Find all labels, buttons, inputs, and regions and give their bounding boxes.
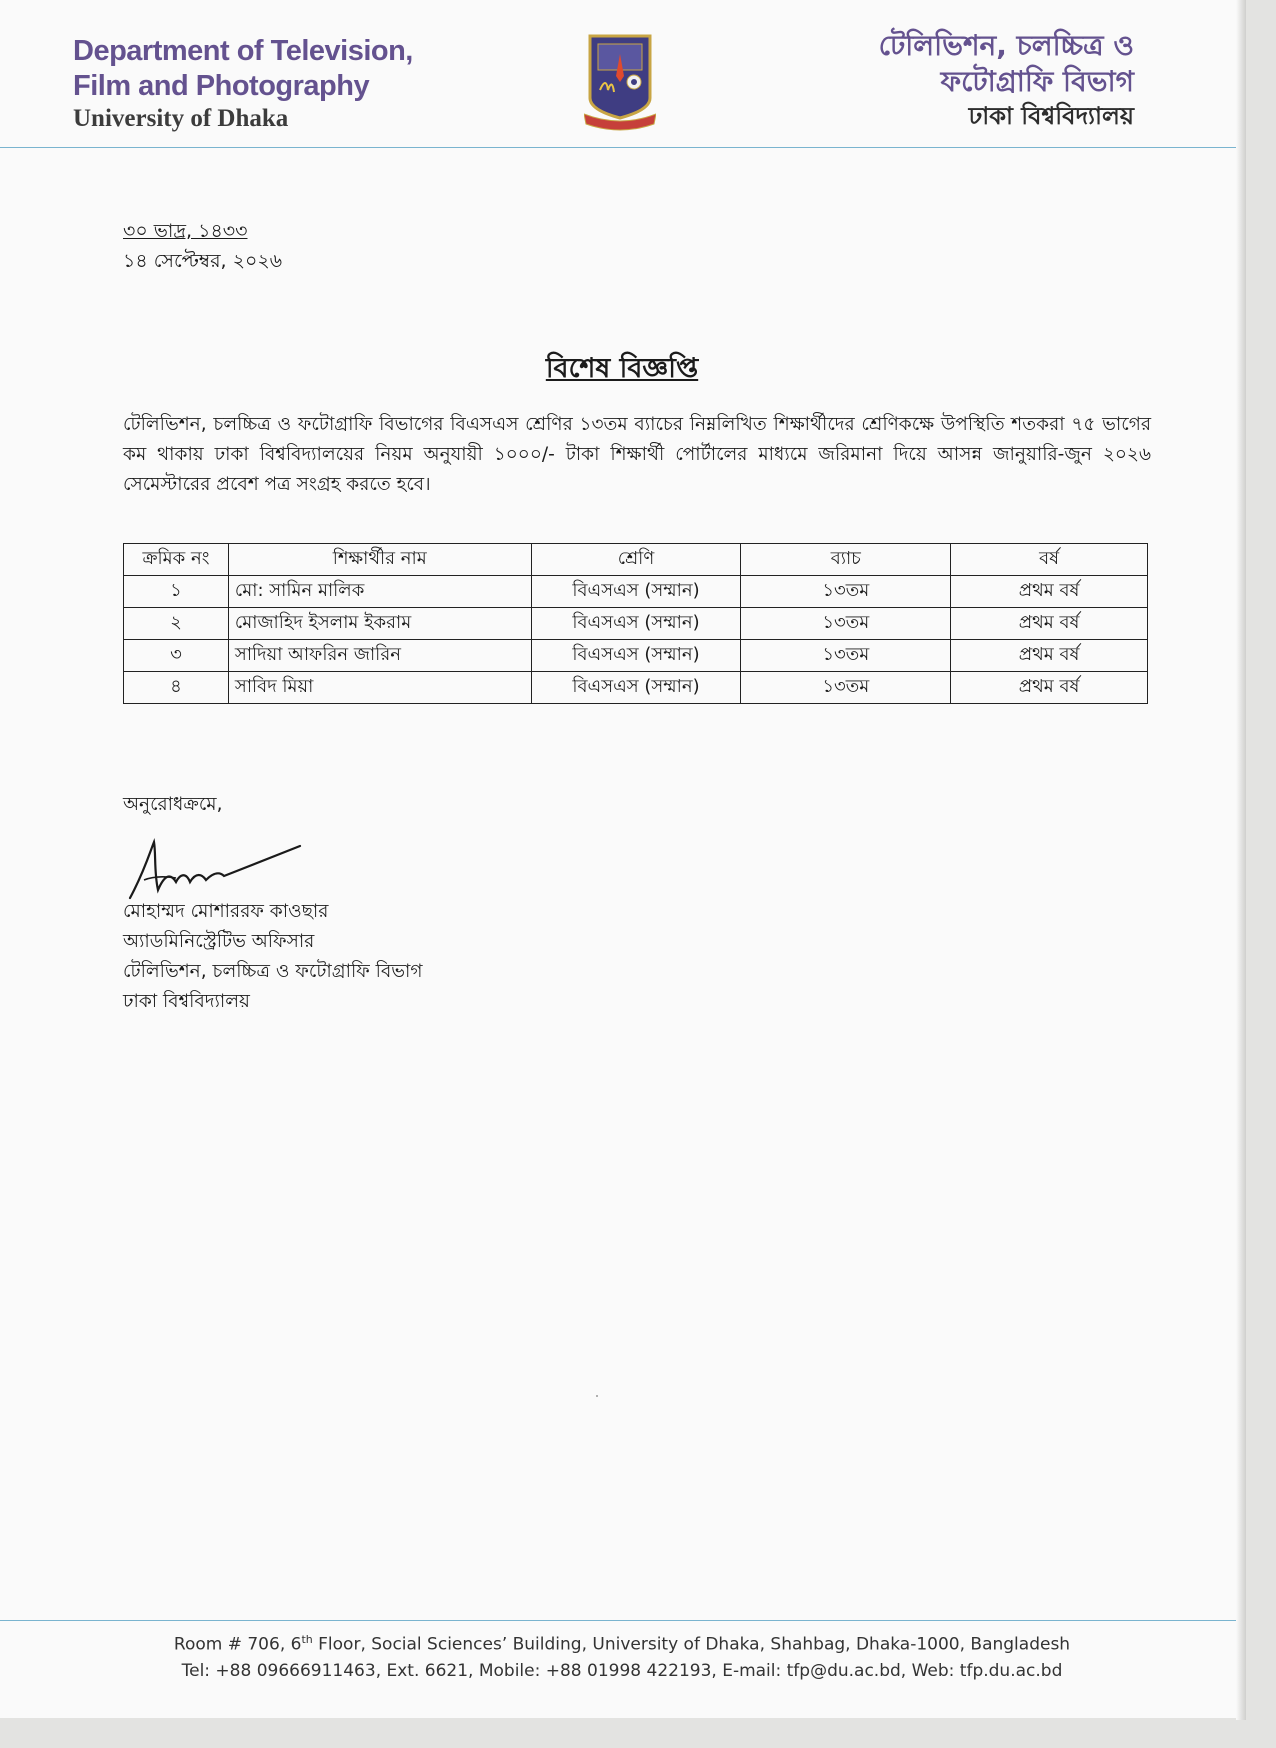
notice-body: টেলিভিশন, চলচ্চিত্র ও ফটোগ্রাফি বিভাগের বিএসএস শ্রেণির ১৩তম ব্যাচের নিম্নলিখিত শিক্ষার্থীদের শ্রেণিকক্ষে উপস্থিতি শতকরা ৭৫ ভাগের কম থাকায় ঢাকা বিশ্ববিদ্যালয়ের নিয়ম অনুযায়ী ১০০০/- টাকা শিক্ষার্থী পোর্টালের মাধ্যমে জরিমানা দিয়ে আসন্ন জানুয়ারি-জুন ২০২৬ সেমেস্টারের প্রবেশ পত্র সংগ্রহ করতে হবে। bbox=[123, 414, 1151, 495]
date-bangla: ৩০ ভাদ্র, ১৪৩৩ bbox=[123, 220, 248, 242]
footer bbox=[0, 1627, 1244, 1684]
footer-address-sup: th bbox=[301, 1633, 313, 1646]
header-divider bbox=[0, 147, 1240, 148]
signer-block bbox=[123, 897, 423, 1017]
header-english bbox=[73, 34, 433, 134]
department-name-bn-line2: ফটোগ্রাফি বিভাগ bbox=[940, 65, 1134, 98]
signer-name: মোহাম্মদ মোশাররফ কাওছার bbox=[123, 901, 329, 922]
signer-designation: অ্যাডমিনিস্ট্রেটিভ অফিসার bbox=[123, 931, 315, 952]
footer-contact: Tel: +88 09666911463, Ext. 6621, Mobile: +88 01998 422193, E-mail: tfp@du.ac.bd, Web: tfp.du.ac.bd bbox=[181, 1660, 1063, 1681]
cell-name: সাদিয়া আফরিন জারিন bbox=[228, 640, 531, 672]
cell-year: প্রথম বর্ষ bbox=[951, 672, 1148, 704]
cell-class: বিএসএস (সম্মান) bbox=[531, 576, 741, 608]
cell-serial: ১ bbox=[124, 576, 229, 608]
cell-batch: ১৩তম bbox=[741, 672, 951, 704]
header-bangla bbox=[734, 28, 1134, 132]
cell-serial: ২ bbox=[124, 608, 229, 640]
column-header-year: বর্ষ bbox=[951, 544, 1148, 576]
table-header-row bbox=[124, 544, 1148, 576]
university-name-en: University of Dhaka bbox=[73, 105, 289, 132]
column-header-batch: ব্যাচ bbox=[741, 544, 951, 576]
student-table bbox=[123, 543, 1148, 704]
cell-year: প্রথম বর্ষ bbox=[951, 608, 1148, 640]
notice-title: বিশেষ বিজ্ঞপ্তি bbox=[545, 353, 699, 384]
cell-serial: ৪ bbox=[124, 672, 229, 704]
column-header-name: শিক্ষার্থীর নাম bbox=[228, 544, 531, 576]
cell-class: বিএসএস (সম্মান) bbox=[531, 608, 741, 640]
footer-address bbox=[0, 1627, 1244, 1658]
signer-department: টেলিভিশন, চলচ্চিত্র ও ফটোগ্রাফি বিভাগ bbox=[123, 961, 423, 982]
table-row bbox=[124, 672, 1148, 704]
cell-name: সাবিদ মিয়া bbox=[228, 672, 531, 704]
cell-batch: ১৩তম bbox=[741, 640, 951, 672]
signer-university: ঢাকা বিশ্ববিদ্যালয় bbox=[123, 991, 250, 1012]
cell-name: মো: সামিন মালিক bbox=[228, 576, 531, 608]
footer-address-part2: Floor, Social Sciences’ Building, University of Dhaka, Shahbag, Dhaka-1000, Bangladesh bbox=[312, 1634, 1071, 1655]
footer-address-part1: Room # 706, 6 bbox=[173, 1634, 302, 1655]
department-name-en-line1: Department of Television, bbox=[73, 35, 413, 67]
cell-batch: ১৩তম bbox=[741, 576, 951, 608]
cell-year: প্রথম বর্ষ bbox=[951, 640, 1148, 672]
signature-icon bbox=[124, 832, 304, 902]
cell-class: বিএসএস (সম্মান) bbox=[531, 672, 741, 704]
column-header-serial: ক্রমিক নং bbox=[124, 544, 229, 576]
university-name-bn: ঢাকা বিশ্ববিদ্যালয় bbox=[968, 102, 1134, 130]
department-name-en-line2: Film and Photography bbox=[73, 70, 370, 102]
cell-serial: ৩ bbox=[124, 640, 229, 672]
department-name-bn-line1: টেলিভিশন, চলচ্চিত্র ও bbox=[878, 29, 1134, 62]
table-row bbox=[124, 640, 1148, 672]
date-block bbox=[123, 216, 282, 276]
cell-year: প্রথম বর্ষ bbox=[951, 576, 1148, 608]
closing-phrase: অনুরোধক্রমে, bbox=[123, 794, 223, 815]
cell-name: মোজাহিদ ইসলাম ইকরাম bbox=[228, 608, 531, 640]
date-english: ১৪ সেপ্টেম্বর, ২০২৬ bbox=[123, 250, 283, 272]
cell-class: বিএসএস (সম্মান) bbox=[531, 640, 741, 672]
university-logo-icon bbox=[584, 32, 656, 132]
table-row bbox=[124, 576, 1148, 608]
column-header-class: শ্রেণি bbox=[531, 544, 741, 576]
paper-speck bbox=[596, 1395, 598, 1397]
cell-batch: ১৩তম bbox=[741, 608, 951, 640]
table-row bbox=[124, 608, 1148, 640]
footer-divider bbox=[0, 1620, 1244, 1621]
scan-edge-shadow bbox=[1236, 0, 1246, 1720]
